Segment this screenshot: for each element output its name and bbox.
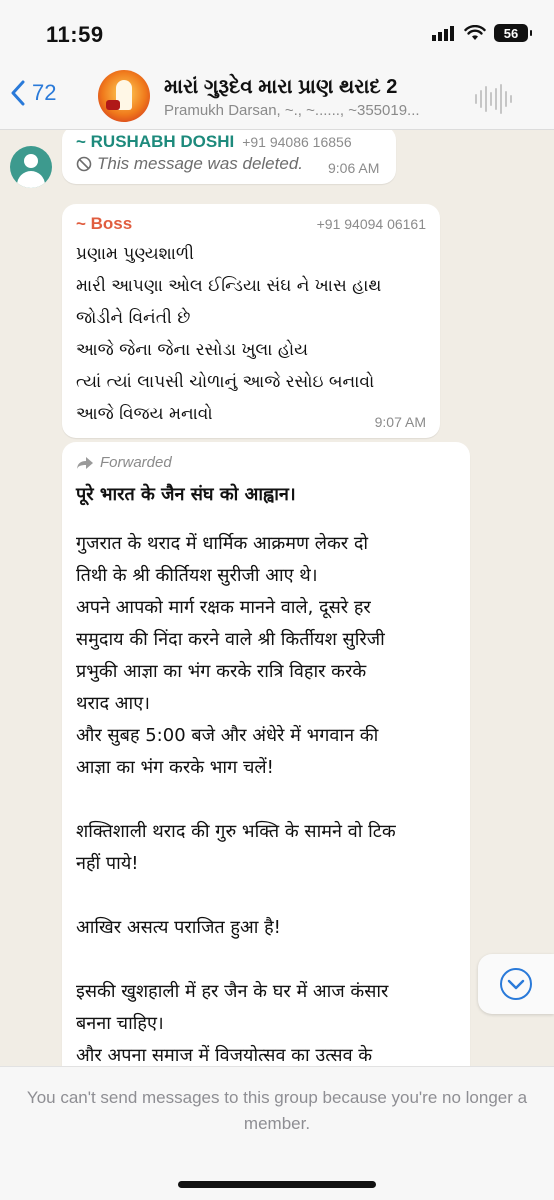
- message-line: समुदाय की निंदा करने वाले श्री किर्तीयश सुरिजी: [76, 629, 385, 650]
- deleted-message: [76, 154, 303, 174]
- chat-header: [0, 64, 554, 130]
- signal-icon: [432, 25, 456, 41]
- message-line: ત્યાં ત્યાં લાપસી ચોળાનું આજે રસોઇ બનાવો: [76, 372, 375, 392]
- block-icon: [76, 156, 92, 172]
- sender-name[interactable]: ~ RUSHABH DOSHI: [76, 132, 235, 151]
- chat-subtitle[interactable]: Pramukh Darsan, ~., ~......, ~355019...: [164, 102, 420, 119]
- message-line: बनना चाहिए।: [76, 1013, 164, 1034]
- message-line: આજે વિજય મનાવો: [76, 404, 213, 424]
- status-icons: [432, 24, 528, 42]
- chevron-down-icon: [499, 967, 533, 1001]
- back-button[interactable]: [10, 80, 56, 106]
- scroll-to-bottom-button[interactable]: [478, 954, 554, 1014]
- chevron-left-icon: [10, 80, 26, 106]
- forwarded-text: Forwarded: [100, 454, 172, 471]
- message-text: [76, 528, 464, 1066]
- message-line: [76, 880, 464, 912]
- unread-count: 72: [32, 80, 57, 105]
- message-line: [76, 784, 464, 816]
- message-line: तिथी के श्री कीर्तियश सुरीजी आए थे।: [76, 565, 318, 586]
- composer-disabled-bar: [0, 1066, 554, 1200]
- message-line: नहीं पाये!: [76, 853, 139, 874]
- message-time: 9:06 AM: [328, 160, 380, 176]
- message-line: शक्तिशाली थराद की गुरु भक्ति के सामने वो टिक: [76, 821, 396, 842]
- battery-indicator: 56: [494, 24, 528, 42]
- message-text: [76, 238, 432, 430]
- message-time: 9:07 AM: [374, 414, 426, 430]
- group-avatar[interactable]: [98, 70, 150, 122]
- wifi-icon: [464, 25, 486, 41]
- message-line: પ્રણામ પુણ્યશાળી: [76, 244, 195, 264]
- deleted-text: This message was deleted.: [97, 154, 303, 173]
- sender-avatar[interactable]: [10, 146, 52, 188]
- message-bubble[interactable]: [62, 204, 440, 438]
- sender-phone: +91 94086 16856: [242, 134, 352, 150]
- message-line: જોડીને વિનંતી છે: [76, 308, 191, 328]
- status-bar: [0, 0, 554, 64]
- message-bubble[interactable]: [62, 130, 396, 184]
- sender-phone: +91 94094 06161: [316, 216, 426, 232]
- message-line: और सुबह 5:00 बजे और अंधेरे में भगवान की: [76, 725, 379, 746]
- sender-name[interactable]: ~ Boss: [76, 214, 133, 233]
- message-line: आखिर असत्य पराजित हुआ है!: [76, 917, 281, 938]
- message-line: આજે જેના જેના રસોડા ખુલા હોય: [76, 340, 309, 360]
- message-line: आज्ञा का भंग करके भाग चलें!: [76, 757, 274, 778]
- message-line: [76, 944, 464, 976]
- message-line: મારી આપણા ઓલ ઈન્ડિયા સંઘ ને ખાસ હાથ: [76, 276, 382, 296]
- status-time: 11:59: [46, 22, 104, 47]
- message-line: थराद आए।: [76, 693, 150, 714]
- message-title: पूरे भारत के जैन संघ को आह्वान।: [76, 484, 296, 505]
- message-line: गुजरात के थराद में धार्मिक आक्रमण लेकर दो: [76, 533, 369, 554]
- message-line: और अपना समाज में विजयोत्सव का उत्सव के: [76, 1045, 373, 1066]
- message-line: अपने आपको मार्ग रक्षक मानने वाले, दूसरे हर: [76, 597, 371, 618]
- chat-title[interactable]: મારાં ગુરૂદેવ મારા પ્રાણ થરાદ 2: [164, 76, 398, 98]
- message-line: प्रभुकी आज्ञा का भंग करके रात्रि विहार करके: [76, 661, 367, 682]
- message-list[interactable]: [0, 130, 554, 1066]
- forward-arrow-icon: [76, 456, 94, 470]
- audio-waveform-icon[interactable]: [475, 84, 512, 114]
- message-line: इसकी खुशहाली में हर जैन के घर में आज कंसार: [76, 981, 389, 1002]
- forwarded-label: [76, 454, 172, 471]
- home-indicator[interactable]: [178, 1181, 376, 1188]
- not-member-notice: You can't send messages to this group because you're no longer a member.: [26, 1088, 528, 1133]
- message-bubble[interactable]: [62, 442, 470, 1066]
